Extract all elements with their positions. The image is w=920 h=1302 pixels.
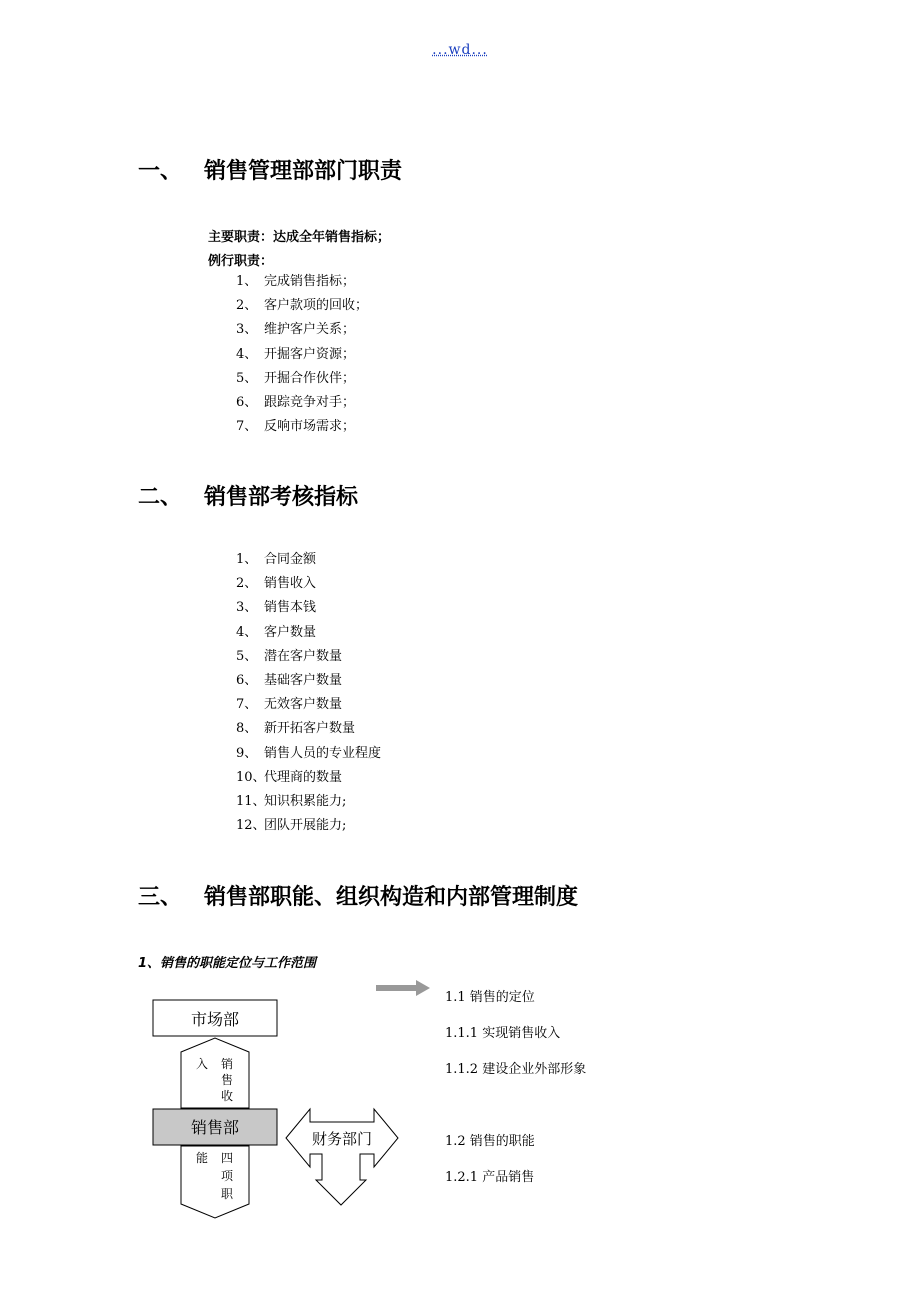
sales-box-label: 销售部 (190, 1118, 240, 1137)
section-2-title: 销售部考核指标 (204, 485, 359, 510)
list-item: 4、 开掘客户资源； (236, 346, 356, 362)
up-arrow-char: 销 (221, 1057, 234, 1071)
section-3-title: 销售部职能、组织构造和内部管理制度 (204, 885, 579, 910)
list-item: 10、代理商的数量 (236, 769, 343, 785)
finance-label: 财务部门 (311, 1130, 373, 1148)
subsection-heading: 1、销售的职能定位与工作范围 (138, 956, 317, 971)
market-box-label: 市场部 (190, 1010, 240, 1029)
list-item: 12、团队开展能力; (236, 818, 347, 834)
down-arrow-char: 职 (221, 1187, 234, 1201)
up-arrow-char: 入 (196, 1057, 209, 1071)
finance-arrow-shape (286, 1109, 398, 1205)
down-arrow-shape (181, 1146, 249, 1218)
down-arrow-char: 四 (221, 1151, 234, 1165)
list-item: 1、 合同金额 (236, 552, 317, 567)
up-arrow-shape (181, 1038, 249, 1108)
down-arrow-char: 能 (196, 1151, 209, 1165)
section-1-title: 销售管理部部门职责 (204, 159, 403, 184)
header-link[interactable]: ...wd... (432, 42, 488, 58)
list-item: 3、 维护客户关系； (236, 322, 356, 338)
up-arrow-char: 售 (221, 1073, 234, 1087)
list-item: 5、 潜在客户数量 (236, 648, 343, 664)
function-item: 1.1 销售的定位 (445, 990, 535, 1005)
list-item: 11、知识积累能力; (236, 793, 347, 809)
up-arrow-char: 收 (221, 1089, 234, 1103)
function-item: 1.1.2 建设企业外部形象 (445, 1062, 587, 1077)
list-item: 7、 反响市场需求； (236, 419, 356, 435)
list-item: 4、 客户数量 (236, 624, 317, 640)
function-item: 1.2 销售的职能 (445, 1134, 535, 1149)
list-item: 2、 销售收入 (236, 576, 317, 592)
section-2-number: 二、 (138, 485, 183, 510)
section-3-number: 三、 (138, 885, 183, 910)
routine-label: 例行职责： (208, 254, 274, 269)
function-item: 1.1.1 实现销售收入 (445, 1026, 561, 1041)
section-1-number: 一、 (138, 159, 183, 184)
main-duty: 主要职责：达成全年销售指标； (208, 230, 391, 245)
function-item: 1.2.1 产品销售 (445, 1170, 535, 1185)
list-item: 1、 完成销售指标； (236, 274, 356, 289)
list-item: 5、 开掘合作伙伴； (236, 370, 356, 386)
list-item: 9、 销售人员的专业程度 (236, 745, 382, 761)
right-arrow-icon (376, 980, 430, 996)
down-arrow-char: 项 (221, 1169, 234, 1183)
list-item: 8、 新开拓客户数量 (236, 721, 356, 737)
list-item: 3、 销售本钱 (236, 600, 317, 616)
list-item: 6、 跟踪竞争对手； (236, 394, 356, 410)
list-item: 2、 客户款项的回收； (236, 298, 369, 314)
list-item: 7、 无效客户数量 (236, 697, 343, 713)
list-item: 6、 基础客户数量 (236, 672, 343, 688)
